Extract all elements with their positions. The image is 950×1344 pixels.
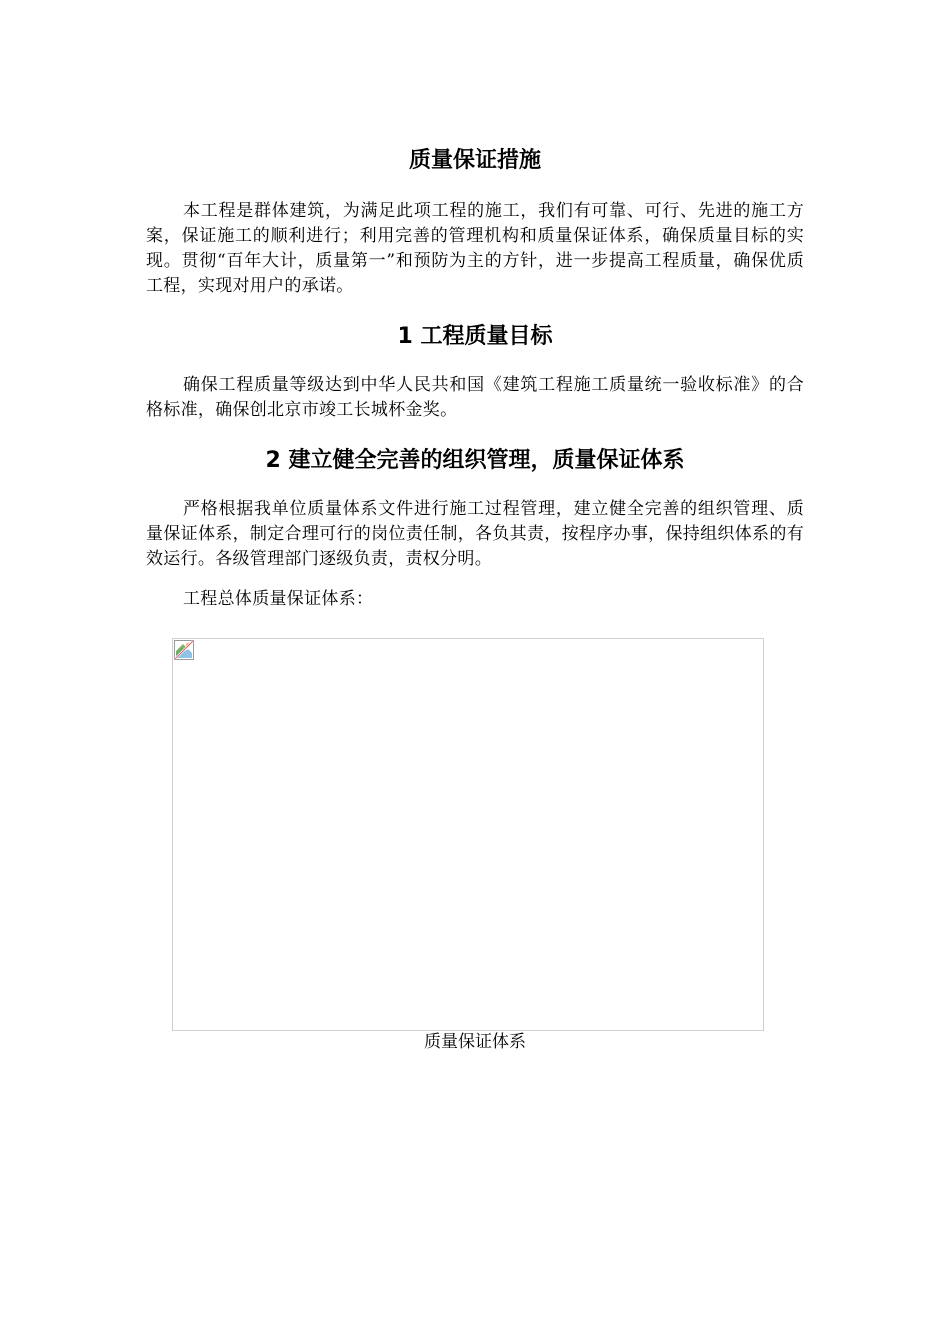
figure-image-placeholder	[172, 638, 764, 1031]
intro-paragraph: 本工程是群体建筑，为满足此项工程的施工，我们有可靠、可行、先进的施工方案，保证施工的顺利进行；利用完善的管理机构和质量保证体系，确保质量目标的实现。贯彻“百年大计，质量第一”和预防为主的方针，进一步提高工程质量，确保优质工程，实现对用户的承诺。	[146, 201, 804, 296]
section-2-paragraph-2: 工程总体质量保证体系：	[183, 589, 374, 609]
document-title: 质量保证措施	[408, 148, 541, 173]
section-1-heading: 1 工程质量目标	[397, 324, 553, 349]
broken-image-icon	[174, 640, 194, 660]
section-2-heading: 2 建立健全完善的组织管理，质量保证体系	[265, 448, 685, 473]
figure-caption: 质量保证体系	[424, 1032, 526, 1052]
section-2-paragraph: 严格根据我单位质量体系文件进行施工过程管理，建立健全完善的组织管理、质量保证体系，制定合理可行的岗位责任制，各负其责，按程序办事，保持组织体系的有效运行。各级管理部门逐级负责，责权分明。	[146, 499, 804, 569]
section-1-paragraph: 确保工程质量等级达到中华人民共和国《建筑工程施工质量统一验收标准》的合格标准，确保创北京市竣工长城杯金奖。	[146, 375, 804, 420]
